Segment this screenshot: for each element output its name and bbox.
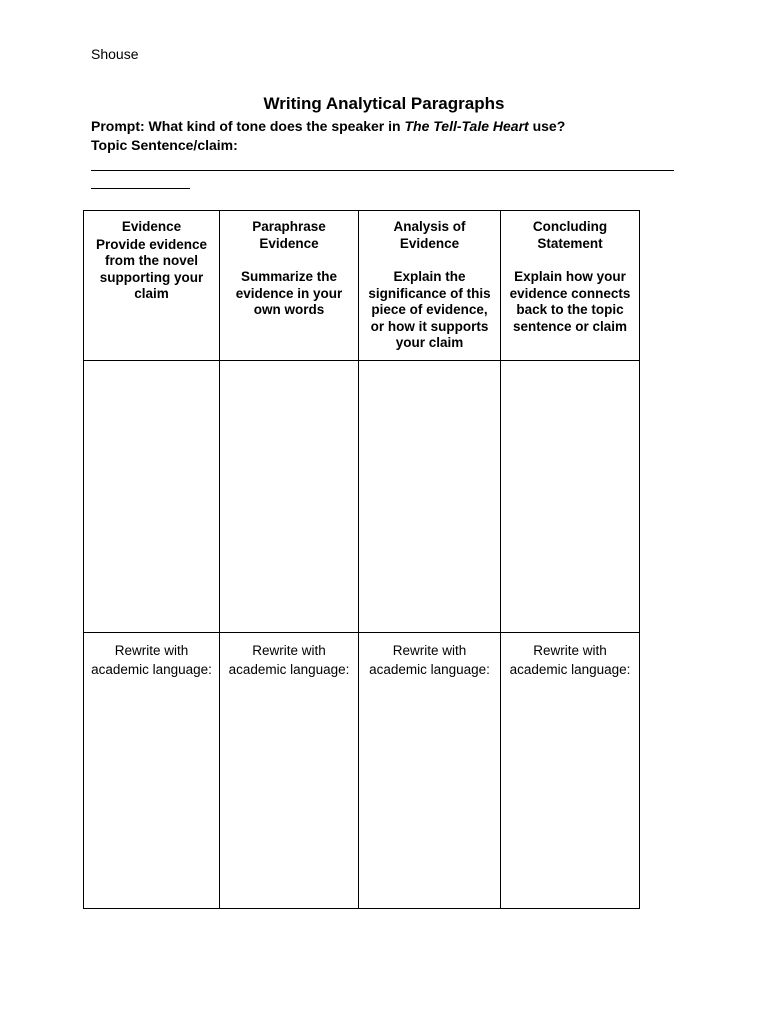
rewrite-label: Rewrite with academic language: xyxy=(509,643,631,677)
concluding-rewrite-cell[interactable] xyxy=(501,633,640,909)
writing-row xyxy=(84,361,640,633)
header-paraphrase-instruction: Summarize the evidence in your own words xyxy=(235,269,343,317)
author-name: Shouse xyxy=(91,46,139,62)
header-cell-evidence xyxy=(84,211,220,361)
header-concluding-heading: Concluding Statement xyxy=(532,219,608,251)
rewrite-label: Rewrite with academic language: xyxy=(228,643,350,677)
rewrite-row xyxy=(84,633,640,909)
evidence-rewrite-cell[interactable] xyxy=(84,633,220,909)
paraphrase-rewrite-cell[interactable] xyxy=(220,633,359,909)
prompt-prefix: Prompt: What kind of tone does the speaker in xyxy=(91,118,405,134)
table-header-row xyxy=(84,211,640,361)
evidence-answer-cell[interactable] xyxy=(84,361,220,633)
prompt-suffix: use? xyxy=(528,118,566,134)
header-analysis-instruction: Explain the significance of this piece of evidence, or how it supports your claim xyxy=(368,269,491,350)
worksheet-title: Writing Analytical Paragraphs xyxy=(263,94,505,113)
analysis-rewrite-cell[interactable] xyxy=(359,633,501,909)
header-cell-analysis xyxy=(359,211,501,361)
paraphrase-answer-cell[interactable] xyxy=(220,361,359,633)
header-paraphrase-heading: Paraphrase Evidence xyxy=(252,219,326,251)
header-concluding-instruction: Explain how your evidence connects back to the topic sentence or claim xyxy=(509,269,631,334)
header-evidence-instruction: Provide evidence from the novel supporting your claim xyxy=(95,236,208,301)
header-cell-concluding xyxy=(501,211,640,361)
graphic-organizer-table xyxy=(83,210,640,909)
concluding-answer-cell[interactable] xyxy=(501,361,640,633)
topic-answer-line-2 xyxy=(91,188,190,189)
prompt-line xyxy=(91,118,565,134)
topic-answer-line-1 xyxy=(91,170,674,171)
topic-sentence-label: Topic Sentence/claim: xyxy=(91,137,238,153)
rewrite-label: Rewrite with academic language: xyxy=(91,643,212,677)
analysis-answer-cell[interactable] xyxy=(359,361,501,633)
prompt-work-title: The Tell-Tale Heart xyxy=(404,118,529,134)
header-analysis-heading: Analysis of Evidence xyxy=(393,219,466,251)
rewrite-label: Rewrite with academic language: xyxy=(369,643,490,677)
header-evidence-heading: Evidence xyxy=(121,219,182,234)
header-cell-paraphrase xyxy=(220,211,359,361)
